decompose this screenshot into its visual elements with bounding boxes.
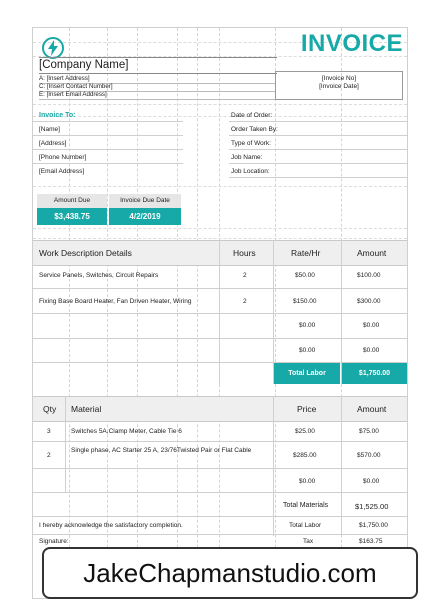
invoice-to-label: Invoice To:: [39, 112, 76, 119]
recipient-email: [Email Address]: [39, 168, 85, 175]
acknowledge-text: I hereby acknowledge the satisfactory completion.: [39, 522, 183, 529]
work-description: Fixing Base Board Heater, Fan Driven Heater, Wiring: [39, 298, 192, 305]
work-hours: 2: [243, 298, 247, 305]
invoice-date: [Invoice Date]: [319, 83, 359, 90]
amount-due-value: $3,438.75: [37, 208, 107, 225]
material-amount: $0.00: [363, 478, 380, 485]
work-description: Service Panels, Switches, Circuit Repairs: [39, 272, 159, 279]
work-amount: $0.00: [363, 322, 380, 329]
total-materials-value: $1,525.00: [355, 502, 389, 511]
materials-amount-header: Amount: [357, 404, 387, 414]
job-name-label: Job Name:: [231, 154, 263, 161]
type-of-work-label: Type of Work:: [231, 140, 271, 147]
work-table-header: [33, 240, 407, 266]
recipient-phone: [Phone Number]: [39, 154, 87, 161]
total-materials-label: Total Materials: [283, 502, 329, 509]
company-contact: C: [Insert Contact Number]: [39, 83, 275, 92]
watermark-banner: JakeChapmanstudio.com: [42, 547, 418, 599]
work-amount: $300.00: [357, 298, 381, 305]
job-location-label: Job Location:: [231, 168, 270, 175]
invoice-number: [Invoice No]: [321, 75, 357, 82]
qty-header: Qty: [43, 404, 57, 414]
material-price: $25.00: [295, 428, 315, 435]
tax-label: Tax: [303, 538, 314, 545]
company-address: A: [Insert Address]: [39, 75, 275, 84]
material-amount: $570.00: [357, 452, 381, 459]
material-qty: 3: [47, 428, 51, 435]
company-name: [Company Name]: [39, 57, 277, 74]
invoice-meta-box: [275, 71, 403, 100]
work-rate: $50.00: [295, 272, 315, 279]
work-rate: $150.00: [293, 298, 317, 305]
rate-header: Rate/Hr: [291, 248, 321, 258]
due-date-label: Invoice Due Date: [109, 194, 181, 208]
work-rate: $0.00: [299, 322, 316, 329]
invoice-title: INVOICE: [300, 30, 403, 57]
amount-due-label: Amount Due: [37, 194, 107, 208]
material-price: $285.00: [293, 452, 317, 459]
material-header: Material: [71, 404, 102, 414]
total-labor-value: $1,750.00: [342, 363, 407, 384]
summary-labor-label: Total Labor: [289, 522, 322, 529]
due-date-value: 4/2/2019: [109, 208, 181, 225]
tax-value: $163.75: [359, 538, 383, 545]
order-taken-by-label: Order Taken By:: [231, 126, 278, 133]
material-name: Switches 5A,Clamp Meter, Cable Tie 6: [71, 428, 182, 435]
hours-header: Hours: [233, 248, 256, 258]
recipient-name: [Name]: [39, 126, 60, 133]
material-price: $0.00: [299, 478, 316, 485]
work-amount: $100.00: [357, 272, 381, 279]
work-rate: $0.00: [299, 347, 316, 354]
work-hours: 2: [243, 272, 247, 279]
recipient-address: [Address]: [39, 140, 67, 147]
summary-labor-value: $1,750.00: [359, 522, 388, 529]
materials-table-header: [33, 396, 407, 422]
material-qty: 2: [47, 452, 51, 459]
company-email: E: [Insert Email Address]: [39, 91, 275, 100]
material-amount: $75.00: [359, 428, 379, 435]
material-name: Single phase, AC Starter 25 A, 23/76Twisted Pair or Flat Cable: [71, 447, 252, 454]
work-amount: $0.00: [363, 347, 380, 354]
invoice-sheet: [32, 27, 408, 599]
price-header: Price: [297, 404, 317, 414]
signature-label: Signature:: [39, 538, 69, 545]
work-description-header: Work Description Details: [39, 248, 132, 258]
date-of-order-label: Date of Order:: [231, 112, 273, 119]
amount-header: Amount: [357, 248, 387, 258]
total-labor-label: Total Labor: [274, 363, 340, 384]
